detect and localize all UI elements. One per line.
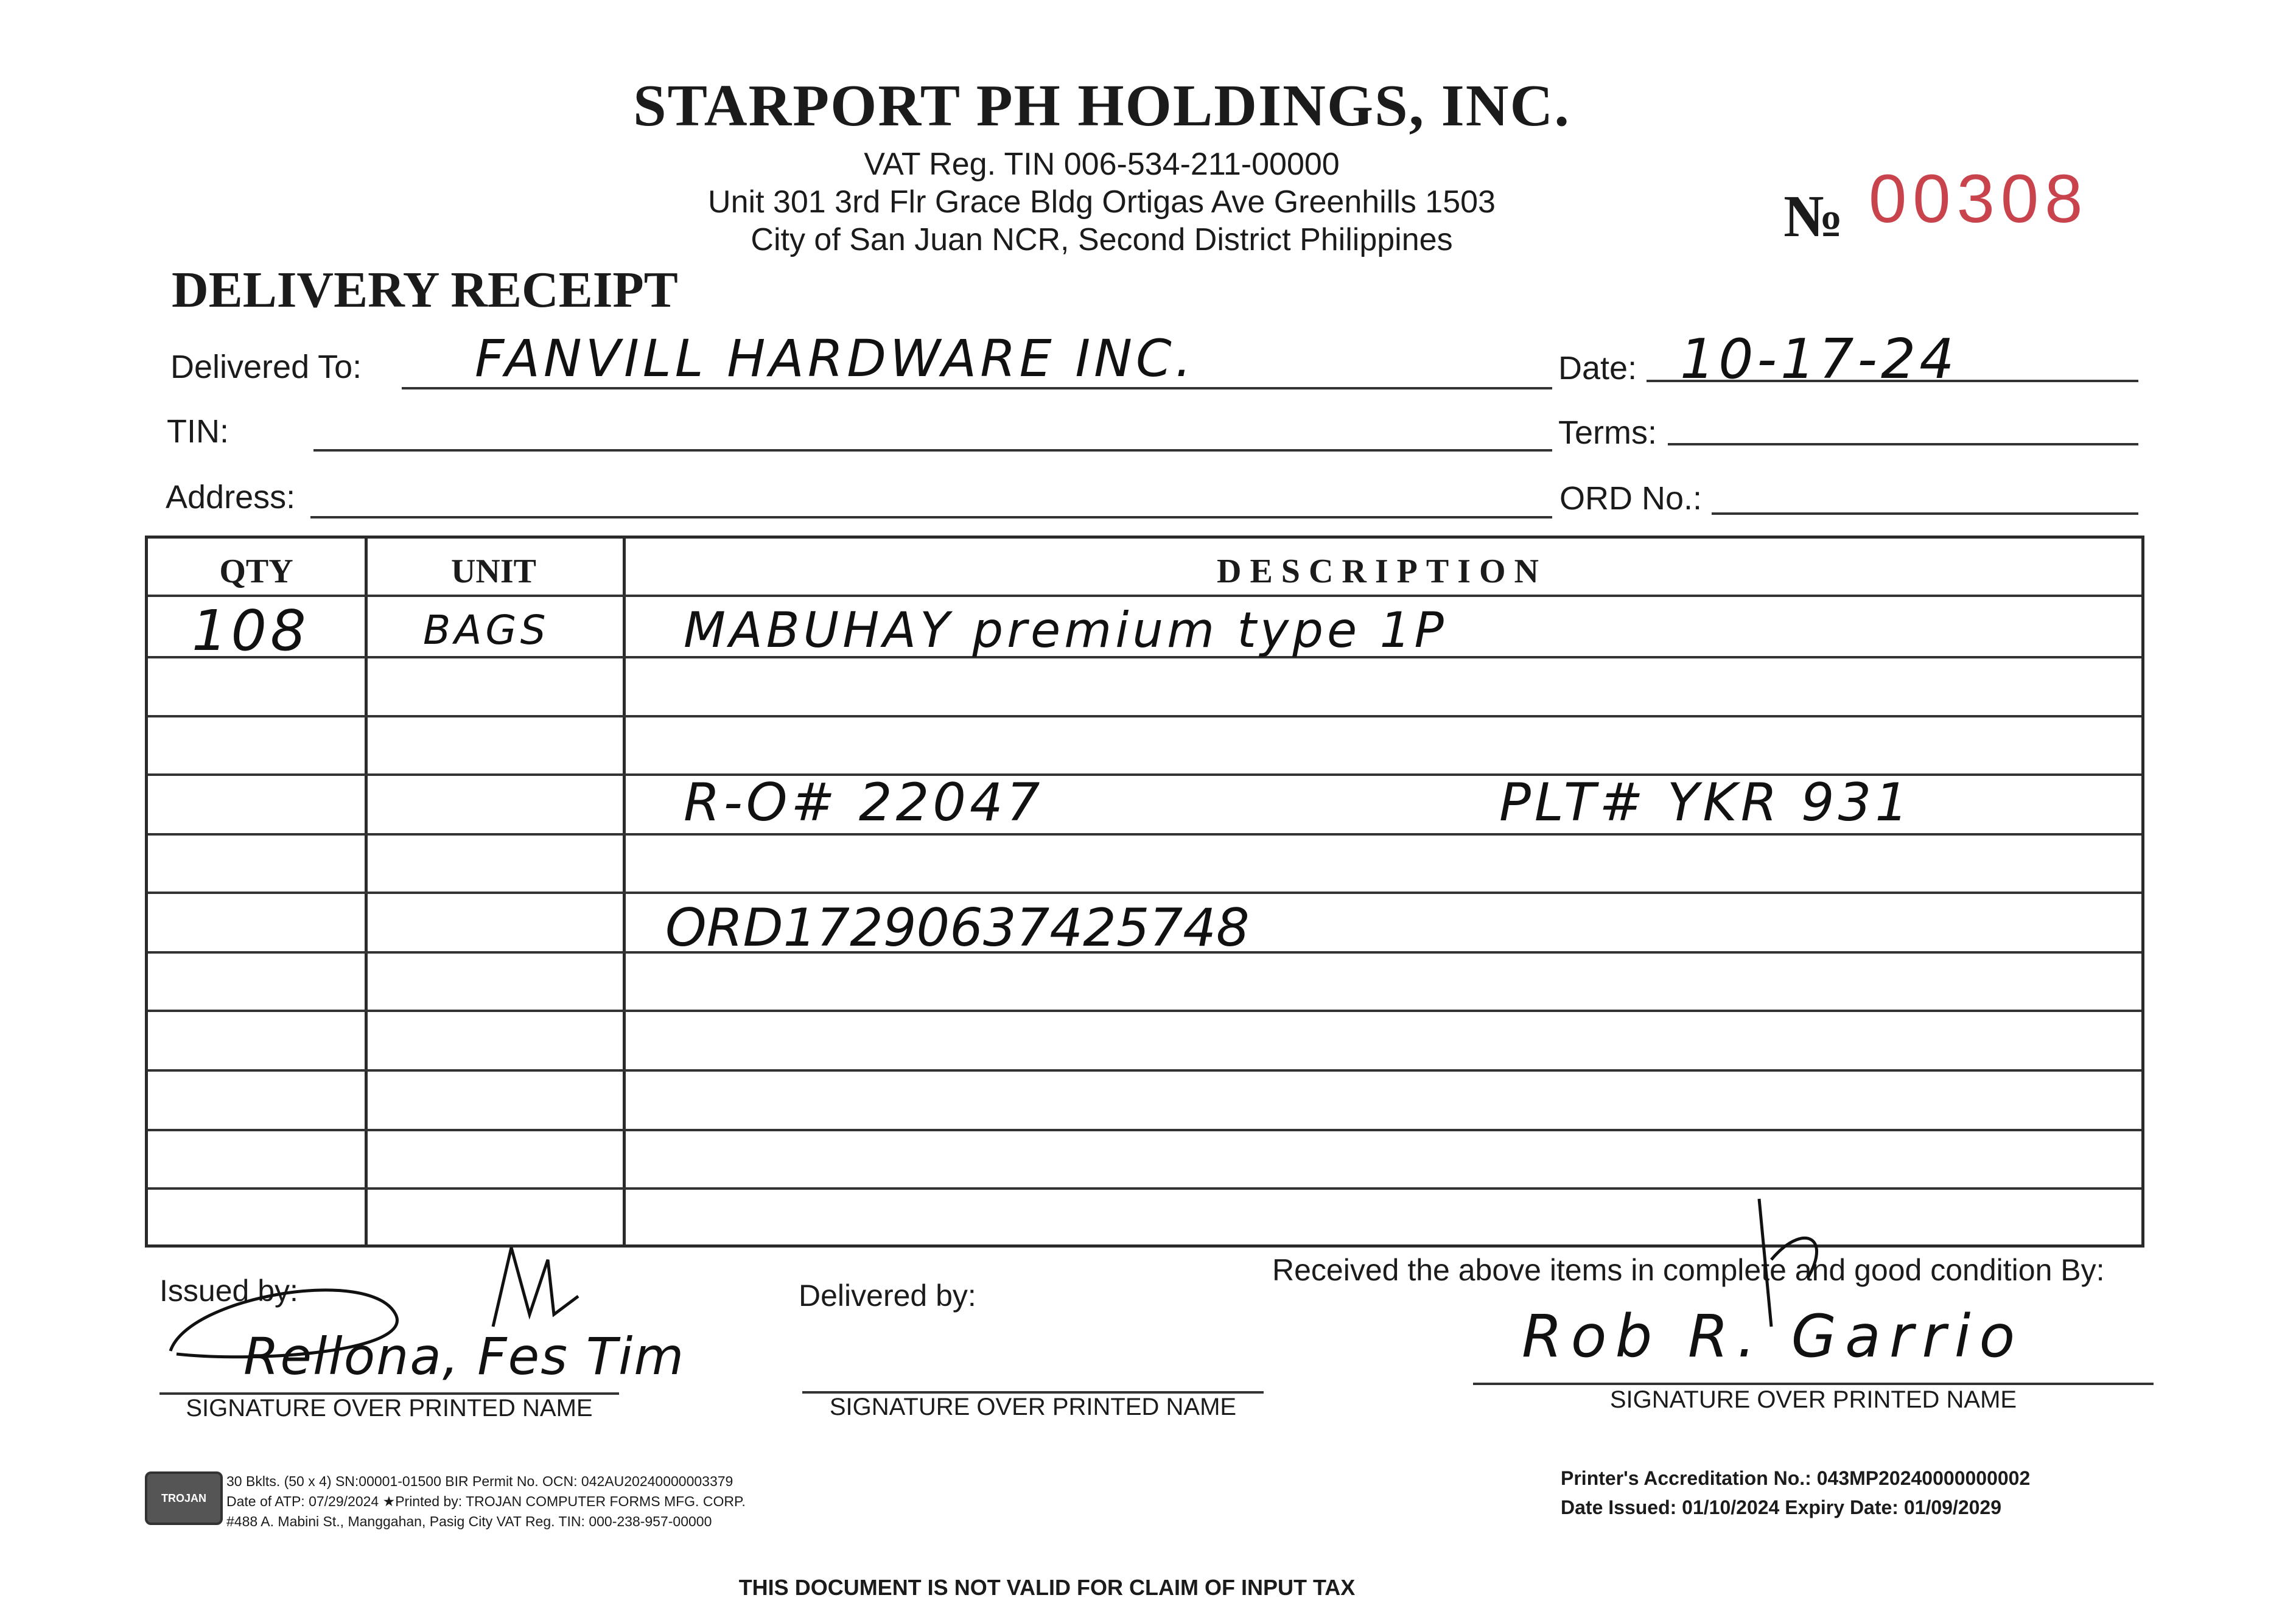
date-line [1647,380,2138,382]
date-label: Date: [1558,350,1637,386]
tax-notice: THIS DOCUMENT IS NOT VALID FOR CLAIM OF INPUT TAX [738,1575,1356,1600]
issued-by-name: Rellona, Fes Tim [243,1327,685,1386]
received-by-name: Rob R. Garrio [1522,1302,2024,1370]
address-line-1: Unit 301 3rd Flr Grace Bldg Ortigas Ave Greenhills 1503 [708,184,1496,220]
header-qty: QTY [219,553,293,590]
address-line-2: City of San Juan NCR, Second District Philippines [751,222,1453,257]
delivered-by-caption: SIGNATURE OVER PRINTED NAME [829,1394,1237,1420]
terms-label: Terms: [1558,414,1657,451]
row-3-description: R-O# 22047 [684,772,1044,833]
row-line [148,1010,2141,1012]
address-line [310,516,1552,518]
ord-no-label: ORD No.: [1559,480,1703,517]
row-line [148,1069,2141,1072]
issued-by-label: Issued by: [159,1274,298,1308]
delivered-to-label: Delivered To: [170,349,362,385]
received-by-label: Received the above items in complete and good condition By: [1272,1253,2105,1287]
header-description: DESCRIPTION [1217,553,1547,590]
row-line [148,1129,2141,1131]
row-1-unit: BAGS [423,607,550,654]
row-line [148,715,2141,717]
tin-label: TIN: [167,413,229,450]
issued-by-caption: SIGNATURE OVER PRINTED NAME [186,1395,593,1422]
vat-reg: VAT Reg. TIN 006-534-211-00000 [864,147,1340,182]
accreditation-number: Printer's Accreditation No.: 043MP20240000000002 [1561,1467,2031,1489]
tin-line [313,449,1552,452]
row-4-description: ORD17290637425748 [665,898,1250,958]
row-line [148,892,2141,894]
terms-line [1668,443,2138,445]
row-1-qty: 108 [192,598,310,663]
row-line [148,595,2141,597]
printer-line-3: #488 A. Mabini St., Manggahan, Pasig City VAT Reg. TIN: 000-238-957-00000 [226,1513,712,1529]
accreditation-dates: Date Issued: 01/10/2024 Expiry Date: 01/09/2029 [1561,1496,2001,1518]
row-1-description: MABUHAY premium type 1P [684,602,1447,658]
receipt-number: 00308 [1869,161,2089,237]
printer-logo: TROJAN [145,1471,223,1525]
delivered-to-value: FANVILL HARDWARE INC. [475,329,1195,388]
date-value: 10-17-24 [1680,327,1958,391]
received-by-line [1473,1383,2154,1385]
printer-line-1: 30 Bklts. (50 x 4) SN:00001-01500 BIR Permit No. OCN: 042AU20240000003379 [226,1473,733,1489]
row-3-plate: PLT# YKR 931 [1499,772,1913,833]
delivered-to-line [402,387,1552,389]
delivered-by-label: Delivered by: [799,1279,976,1313]
ord-no-line [1712,512,2138,515]
receipt-number-label: № [1783,184,1844,250]
printer-line-2: Date of ATP: 07/29/2024 ★Printed by: TROJAN COMPUTER FORMS MFG. CORP. [226,1493,746,1509]
received-by-caption: SIGNATURE OVER PRINTED NAME [1609,1386,2017,1413]
company-name: STARPORT PH HOLDINGS, INC. [633,73,1570,139]
document-title: DELIVERY RECEIPT [172,262,678,318]
items-table [145,536,2144,1248]
row-line [148,833,2141,836]
header-unit: UNIT [450,553,537,590]
address-label: Address: [166,479,296,515]
